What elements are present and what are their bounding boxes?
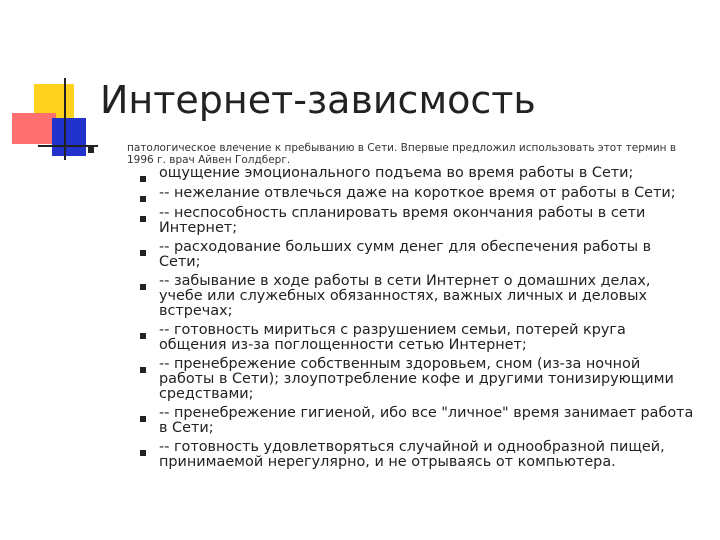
square-bullet-icon bbox=[140, 333, 146, 339]
list-item bbox=[140, 206, 695, 236]
intro-paragraph bbox=[88, 142, 688, 166]
square-bullet-icon bbox=[140, 416, 146, 422]
list-item bbox=[140, 186, 695, 202]
square-bullet-icon bbox=[140, 284, 146, 290]
list-item bbox=[140, 357, 695, 402]
square-bullet-icon bbox=[88, 147, 94, 153]
list-item-text: -- пренебрежение собственным здоровьем, сном (из-за ночной работы в Сети); злоупотребление кофе и другими тонизирующими средствами; bbox=[159, 356, 674, 402]
list-item-text: ощущение эмоционального подъема во время работы в Сети; bbox=[159, 165, 634, 181]
list-item-text: -- нежелание отвлечься даже на короткое время от работы в Сети; bbox=[159, 185, 676, 201]
decor-blue-square bbox=[52, 118, 86, 156]
list-item-text: -- готовность мириться с разрушением семьи, потерей круга общения из-за поглощенности сетью Интернет; bbox=[159, 322, 626, 353]
slide-title: Интернет-зависмость bbox=[100, 78, 536, 122]
list-item bbox=[140, 323, 695, 353]
list-item bbox=[140, 240, 695, 270]
list-item-text: -- готовность удовлетворяться случайной и однообразной пищей, принимаемой нерегулярно, и не отрываясь от компьютера. bbox=[159, 439, 665, 470]
list-item-text: -- пренебрежение гигиеной, ибо все "личное" время занимает работа в Сети; bbox=[159, 405, 694, 436]
list-item bbox=[140, 274, 695, 319]
square-bullet-icon bbox=[140, 450, 146, 456]
decor-red-square bbox=[12, 113, 56, 144]
list-item-text: -- неспособность спланировать время окончания работы в сети Интернет; bbox=[159, 205, 646, 236]
square-bullet-icon bbox=[140, 367, 146, 373]
symptom-list bbox=[140, 166, 695, 474]
list-item bbox=[140, 166, 695, 182]
intro-text: патологическое влечение к пребыванию в Сети. Впервые предложил использовать этот термин в 1996 г. врач Айвен Голдберг. bbox=[127, 142, 677, 166]
list-item-text: -- забывание в ходе работы в сети Интернет о домашних делах, учебе или служебных обязанностях, важных личных и деловых встречах; bbox=[159, 273, 651, 319]
square-bullet-icon bbox=[140, 196, 146, 202]
list-item-text: -- расходование больших сумм денег для обеспечения работы в Сети; bbox=[159, 239, 652, 270]
square-bullet-icon bbox=[140, 216, 146, 222]
square-bullet-icon bbox=[140, 250, 146, 256]
decor-vertical-line bbox=[64, 78, 66, 160]
list-item bbox=[140, 406, 695, 436]
list-item bbox=[140, 440, 695, 470]
square-bullet-icon bbox=[140, 176, 146, 182]
